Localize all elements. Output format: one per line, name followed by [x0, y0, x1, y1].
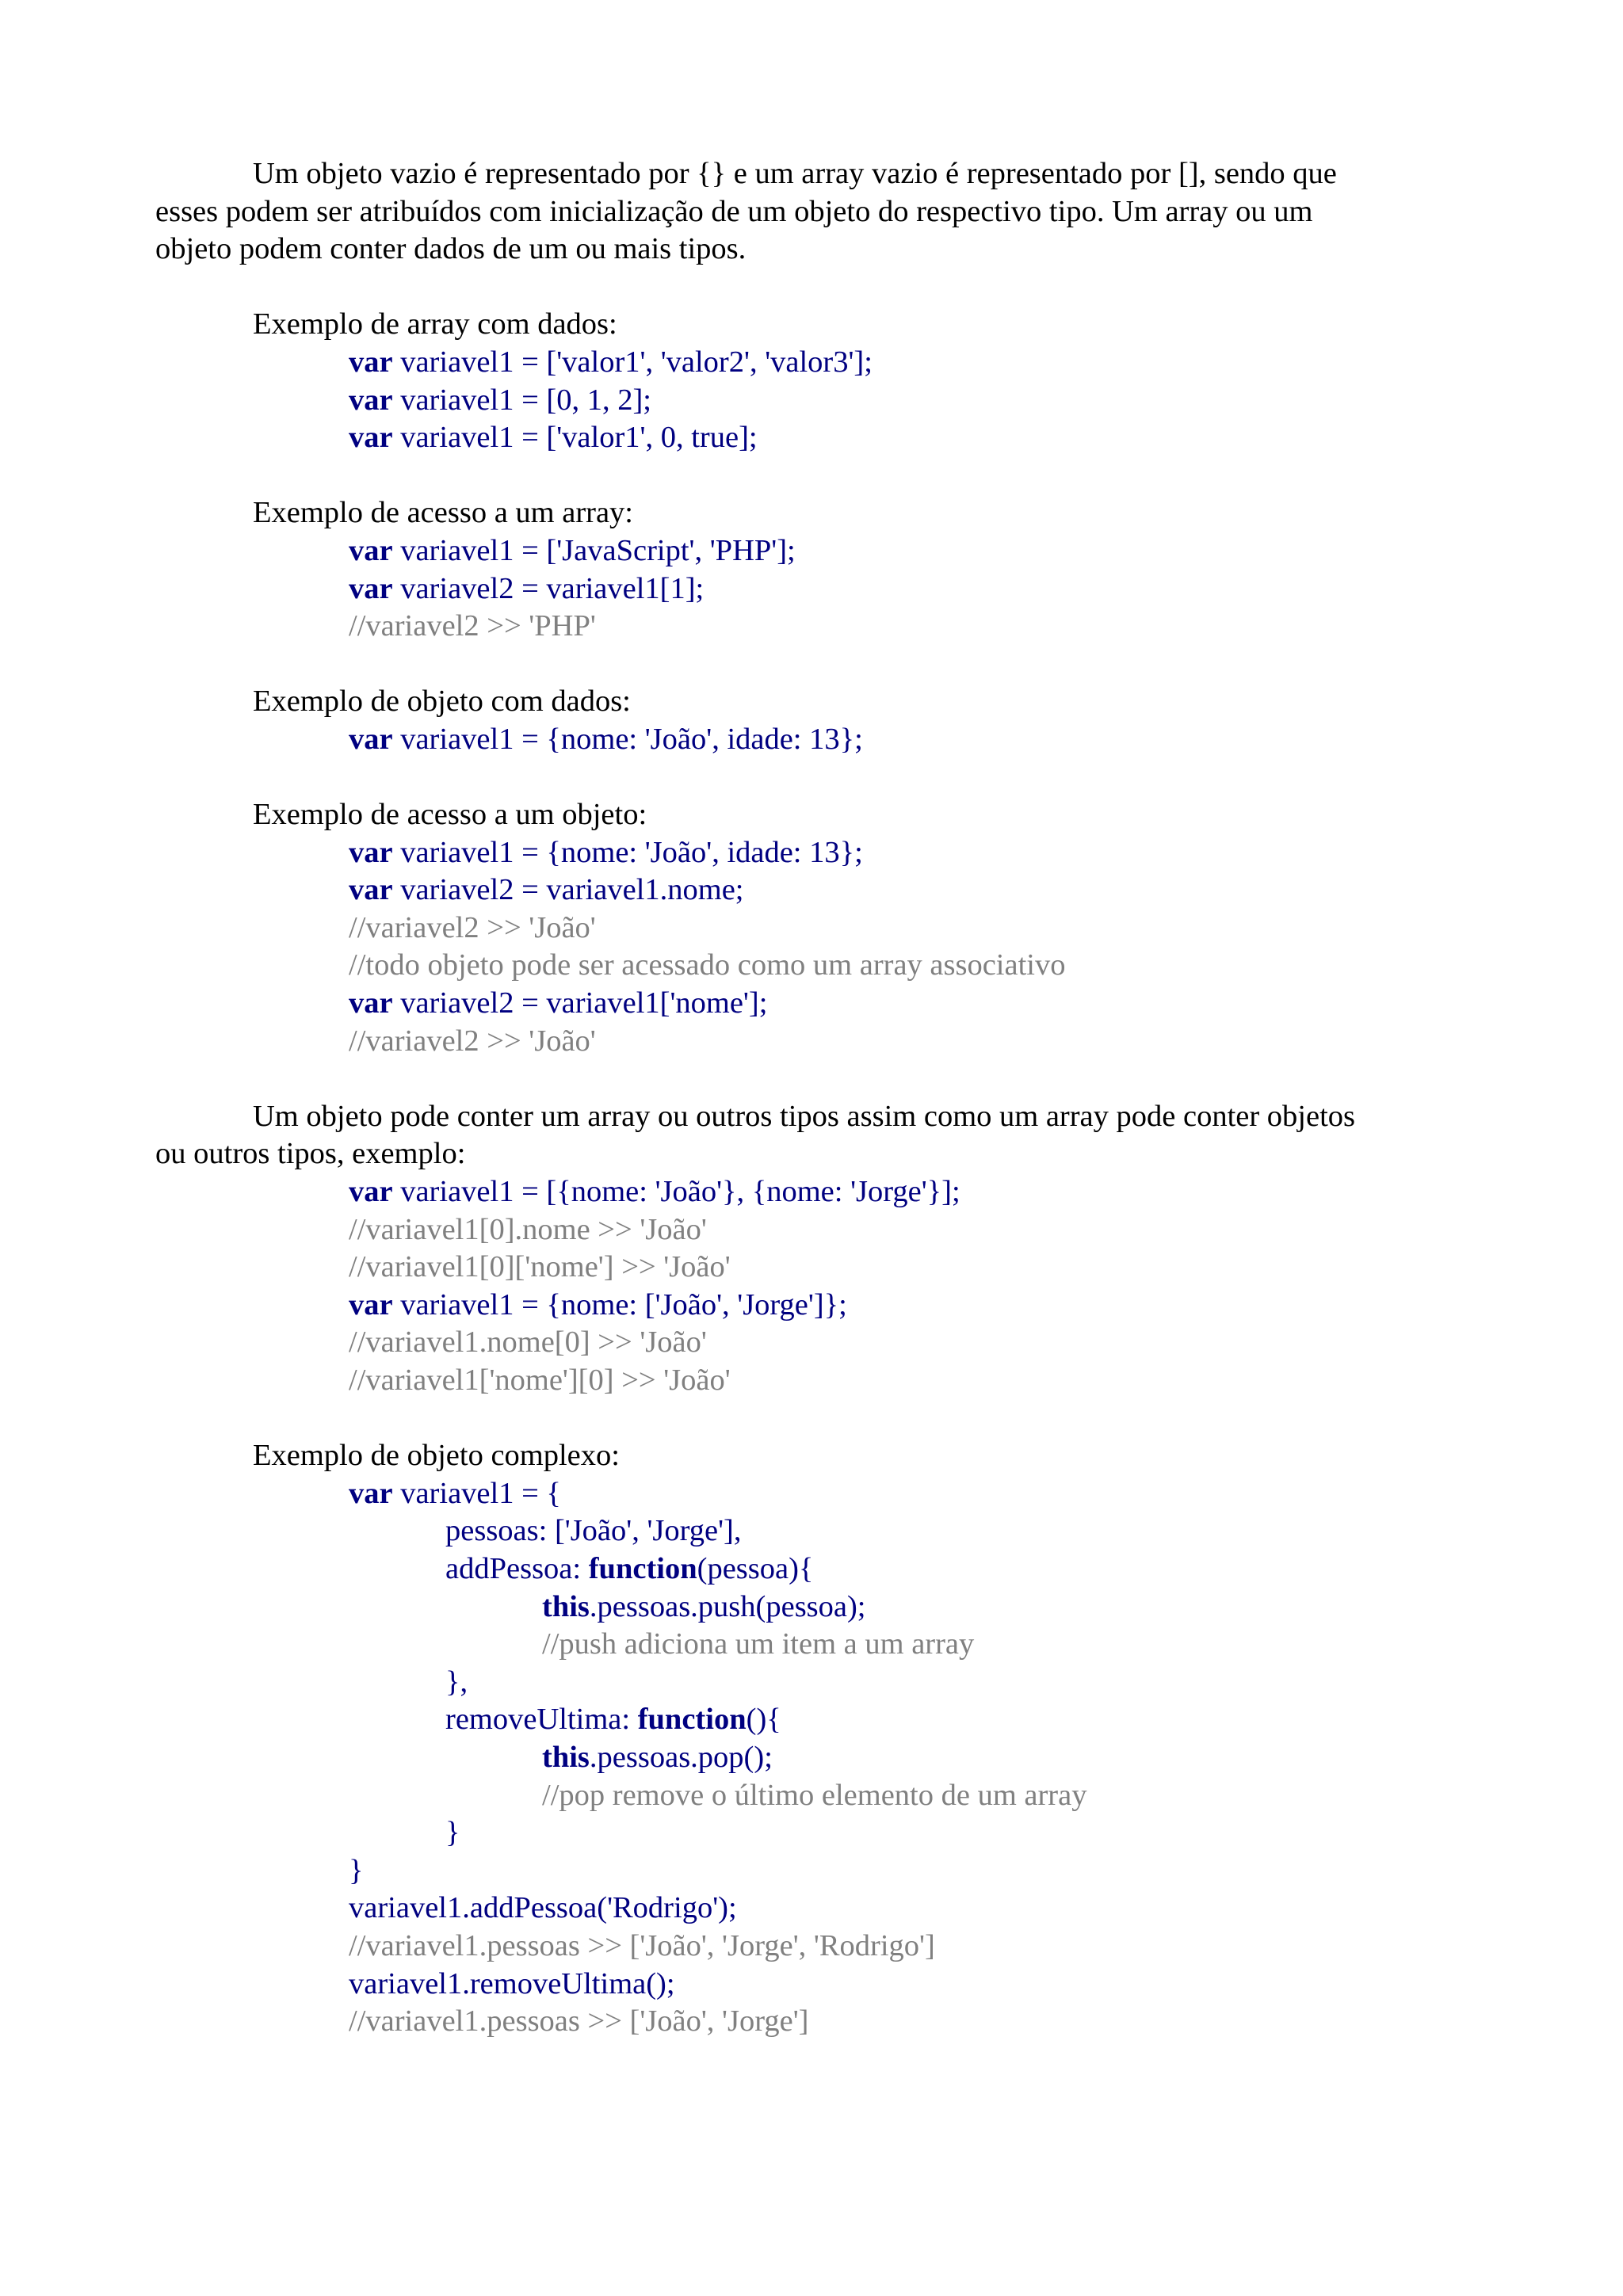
code-text: variavel1 = ['valor1', 'valor2', 'valor3'];: [392, 345, 873, 379]
code-comment: //variavel2 >> 'João': [349, 910, 596, 944]
spacer: [155, 1060, 1455, 1098]
code-text: variavel2 = variavel1.nome;: [392, 873, 744, 907]
code-line: [155, 871, 1455, 910]
spacer: [155, 759, 1455, 797]
code-text: addPessoa:: [445, 1551, 589, 1585]
code-text: variavel2 = variavel1['nome'];: [392, 986, 768, 1020]
code-line: [155, 1287, 1455, 1325]
code-line: [155, 570, 1455, 608]
keyword-var: var: [349, 383, 393, 417]
code-text: variavel1 = {nome: 'João', idade: 13};: [392, 835, 863, 869]
code-line: variavel1.removeUltima();: [349, 1966, 675, 2000]
code-line: [155, 532, 1455, 570]
code-comment: //variavel1['nome'][0] >> 'João': [349, 1363, 731, 1397]
code-line: [155, 419, 1455, 457]
code-text: .pessoas.pop();: [589, 1740, 773, 1774]
code-line: [155, 985, 1455, 1023]
code-text: variavel1 = {nome: ['João', 'Jorge']};: [392, 1287, 847, 1322]
keyword-var: var: [349, 421, 393, 455]
keyword-function: function: [637, 1703, 747, 1737]
code-comment: //variavel1[0].nome >> 'João': [349, 1212, 707, 1246]
keyword-this: this: [542, 1740, 590, 1774]
code-text: variavel1 = [0, 1, 2];: [392, 383, 651, 417]
code-comment: //push adiciona um item a um array: [542, 1627, 975, 1661]
keyword-this: this: [542, 1589, 590, 1623]
code-line: [155, 1475, 1455, 1513]
nested-paragraph-line-1: Um objeto pode conter um array ou outros tipos assim como um array pode conter objetos: [253, 1099, 1356, 1133]
keyword-var: var: [349, 1476, 393, 1510]
code-text: variavel1 = {: [392, 1476, 561, 1510]
code-line: [155, 1550, 1455, 1589]
example-array-access-heading: Exemplo de acesso a um array:: [253, 496, 633, 530]
code-line: }: [445, 1816, 460, 1850]
keyword-var: var: [349, 986, 393, 1020]
code-line: [155, 382, 1455, 420]
intro-line-2: esses podem ser atribuídos com inicialização de um objeto do respectivo tipo. Um array ou um: [155, 194, 1313, 228]
code-comment: //variavel1.nome[0] >> 'João': [349, 1325, 707, 1360]
example-object-access-heading: Exemplo de acesso a um objeto:: [253, 798, 647, 832]
document-page: [155, 155, 1455, 2041]
code-line: pessoas: ['João', 'Jorge'],: [445, 1514, 742, 1548]
code-text: variavel1 = ['JavaScript', 'PHP'];: [392, 533, 796, 567]
spacer: [155, 269, 1455, 307]
code-line: [155, 1173, 1455, 1211]
code-comment: //variavel1.pessoas >> ['João', 'Jorge', 'Rodrigo']: [349, 1928, 935, 1962]
code-line: [155, 1589, 1455, 1627]
keyword-var: var: [349, 873, 393, 907]
code-text: removeUltima:: [445, 1703, 638, 1737]
code-line: [155, 1739, 1455, 1777]
intro-line-1: Um objeto vazio é representado por {} e um array vazio é representado por [], sendo que: [253, 157, 1337, 190]
code-text: .pessoas.push(pessoa);: [589, 1589, 866, 1623]
code-line: [155, 1701, 1455, 1739]
code-line: [155, 834, 1455, 872]
code-text: variavel1 = ['valor1', 0, true];: [392, 421, 758, 455]
code-line: [155, 344, 1455, 382]
example-array-data-heading: Exemplo de array com dados:: [253, 307, 617, 341]
code-text: variavel1 = [{nome: 'João'}, {nome: 'Jorge'}];: [392, 1175, 960, 1209]
code-text: (pessoa){: [697, 1551, 814, 1585]
code-text: (){: [746, 1703, 781, 1737]
code-comment: //variavel1.pessoas >> ['João', 'Jorge']: [349, 2004, 809, 2039]
code-line: }: [349, 1853, 364, 1887]
intro-line-3: objeto podem conter dados de um ou mais tipos.: [155, 232, 747, 266]
spacer: [155, 646, 1455, 684]
code-text: variavel1 = {nome: 'João', idade: 13};: [392, 722, 863, 756]
code-line: variavel1.addPessoa('Rodrigo');: [349, 1891, 737, 1925]
keyword-var: var: [349, 835, 393, 869]
code-comment: //variavel2 >> 'João': [349, 1024, 596, 1058]
code-comment: //todo objeto pode ser acessado como um array associativo: [349, 948, 1066, 982]
example-complex-object-heading: Exemplo de objeto complexo:: [253, 1439, 620, 1473]
keyword-var: var: [349, 571, 393, 605]
keyword-var: var: [349, 1287, 393, 1322]
keyword-var: var: [349, 533, 393, 567]
spacer: [155, 457, 1455, 495]
keyword-var: var: [349, 345, 393, 379]
keyword-function: function: [588, 1551, 697, 1585]
code-line: },: [445, 1665, 468, 1699]
example-object-data-heading: Exemplo de objeto com dados:: [253, 685, 631, 719]
keyword-var: var: [349, 1175, 393, 1209]
code-line: [155, 721, 1455, 759]
code-text: variavel2 = variavel1[1];: [392, 571, 705, 605]
code-comment: //pop remove o último elemento de um array: [542, 1778, 1087, 1812]
spacer: [155, 1400, 1455, 1438]
code-comment: //variavel2 >> 'PHP': [349, 609, 596, 643]
nested-paragraph-line-2: ou outros tipos, exemplo:: [155, 1137, 466, 1171]
keyword-var: var: [349, 722, 393, 756]
code-comment: //variavel1[0]['nome'] >> 'João': [349, 1250, 731, 1284]
